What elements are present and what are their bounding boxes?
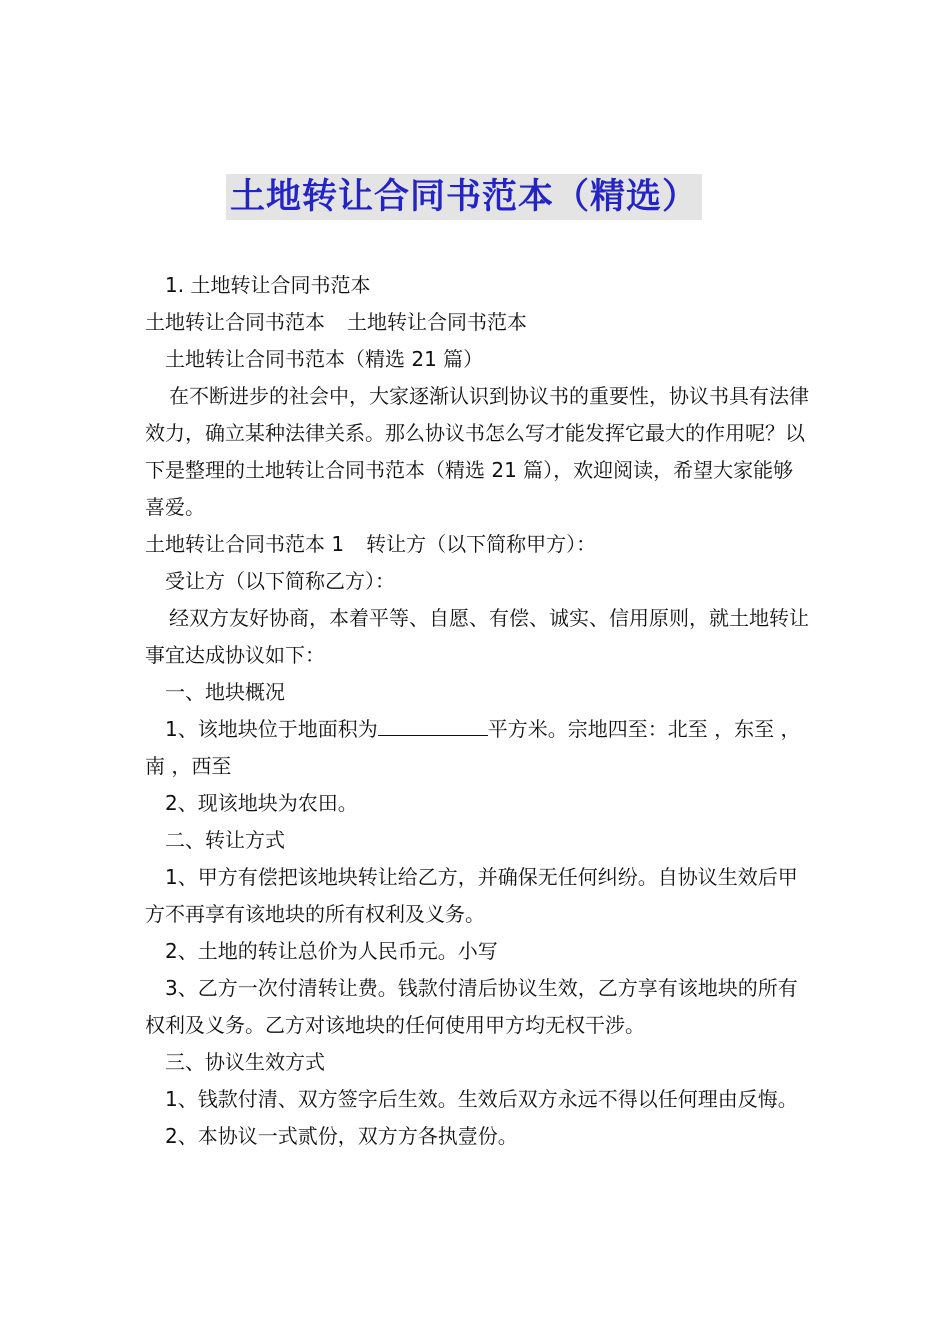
paragraph: 2、本协议一式贰份，双方方各执壹份。 (165, 1124, 518, 1148)
paragraph (145, 526, 810, 563)
document-title: 土地转让合同书范本（精选） (226, 174, 702, 220)
paragraph: 土地转让合同书范本（精选 21 篇） (165, 347, 484, 371)
paragraph (145, 711, 810, 785)
text-span: 转让方（以下简称甲方）： (366, 532, 597, 556)
section-heading: 一、地块概况 (165, 680, 285, 704)
document-body (145, 267, 810, 1155)
paragraph: 受让方（以下简称乙方）： (165, 569, 395, 593)
text-span: 土地转让合同书范本 (145, 310, 325, 334)
text-span: 土地转让合同书范本 (347, 310, 527, 334)
fill-in-blank (378, 713, 488, 736)
text-span: 土地转让合同书范本 1 (145, 532, 345, 556)
section-heading: 1. 土地转让合同书范本 (165, 273, 371, 297)
paragraph: 经双方友好协商，本着平等、自愿、有偿、诚实、信用原则，就土地转让事宜达成协议如下： (145, 606, 809, 667)
paragraph: 2、土地的转让总价为人民币元。小写 (165, 939, 498, 963)
section-heading: 二、转让方式 (165, 828, 285, 852)
paragraph (145, 304, 810, 341)
text-span: 平方米。宗地四至：北至 ，东至 ，南 ，西至 (145, 717, 801, 778)
section-heading: 三、协议生效方式 (165, 1050, 325, 1074)
paragraph: 2、现该地块为农田。 (165, 791, 358, 815)
paragraph: 3、乙方一次付清转让费。钱款付清后协议生效，乙方享有该地块的所有权利及义务。乙方对该地块的任何使用甲方均无权干涉。 (145, 976, 798, 1037)
paragraph: 在不断进步的社会中，大家逐渐认识到协议书的重要性，协议书具有法律效力，确立某种法律关系。那么协议书怎么写才能发挥它最大的作用呢？以下是整理的土地转让合同书范本（精选 21 篇），欢迎阅读，希望大家能够喜爱。 (145, 384, 809, 519)
paragraph: 1、钱款付清、双方签字后生效。生效后双方永远不得以任何理由反悔。 (165, 1087, 798, 1111)
text-span: 1、该地块位于地面积为 (165, 717, 378, 741)
paragraph: 1、甲方有偿把该地块转让给乙方，并确保无任何纠纷。自协议生效后甲方不再享有该地块的所有权利及义务。 (145, 865, 798, 926)
